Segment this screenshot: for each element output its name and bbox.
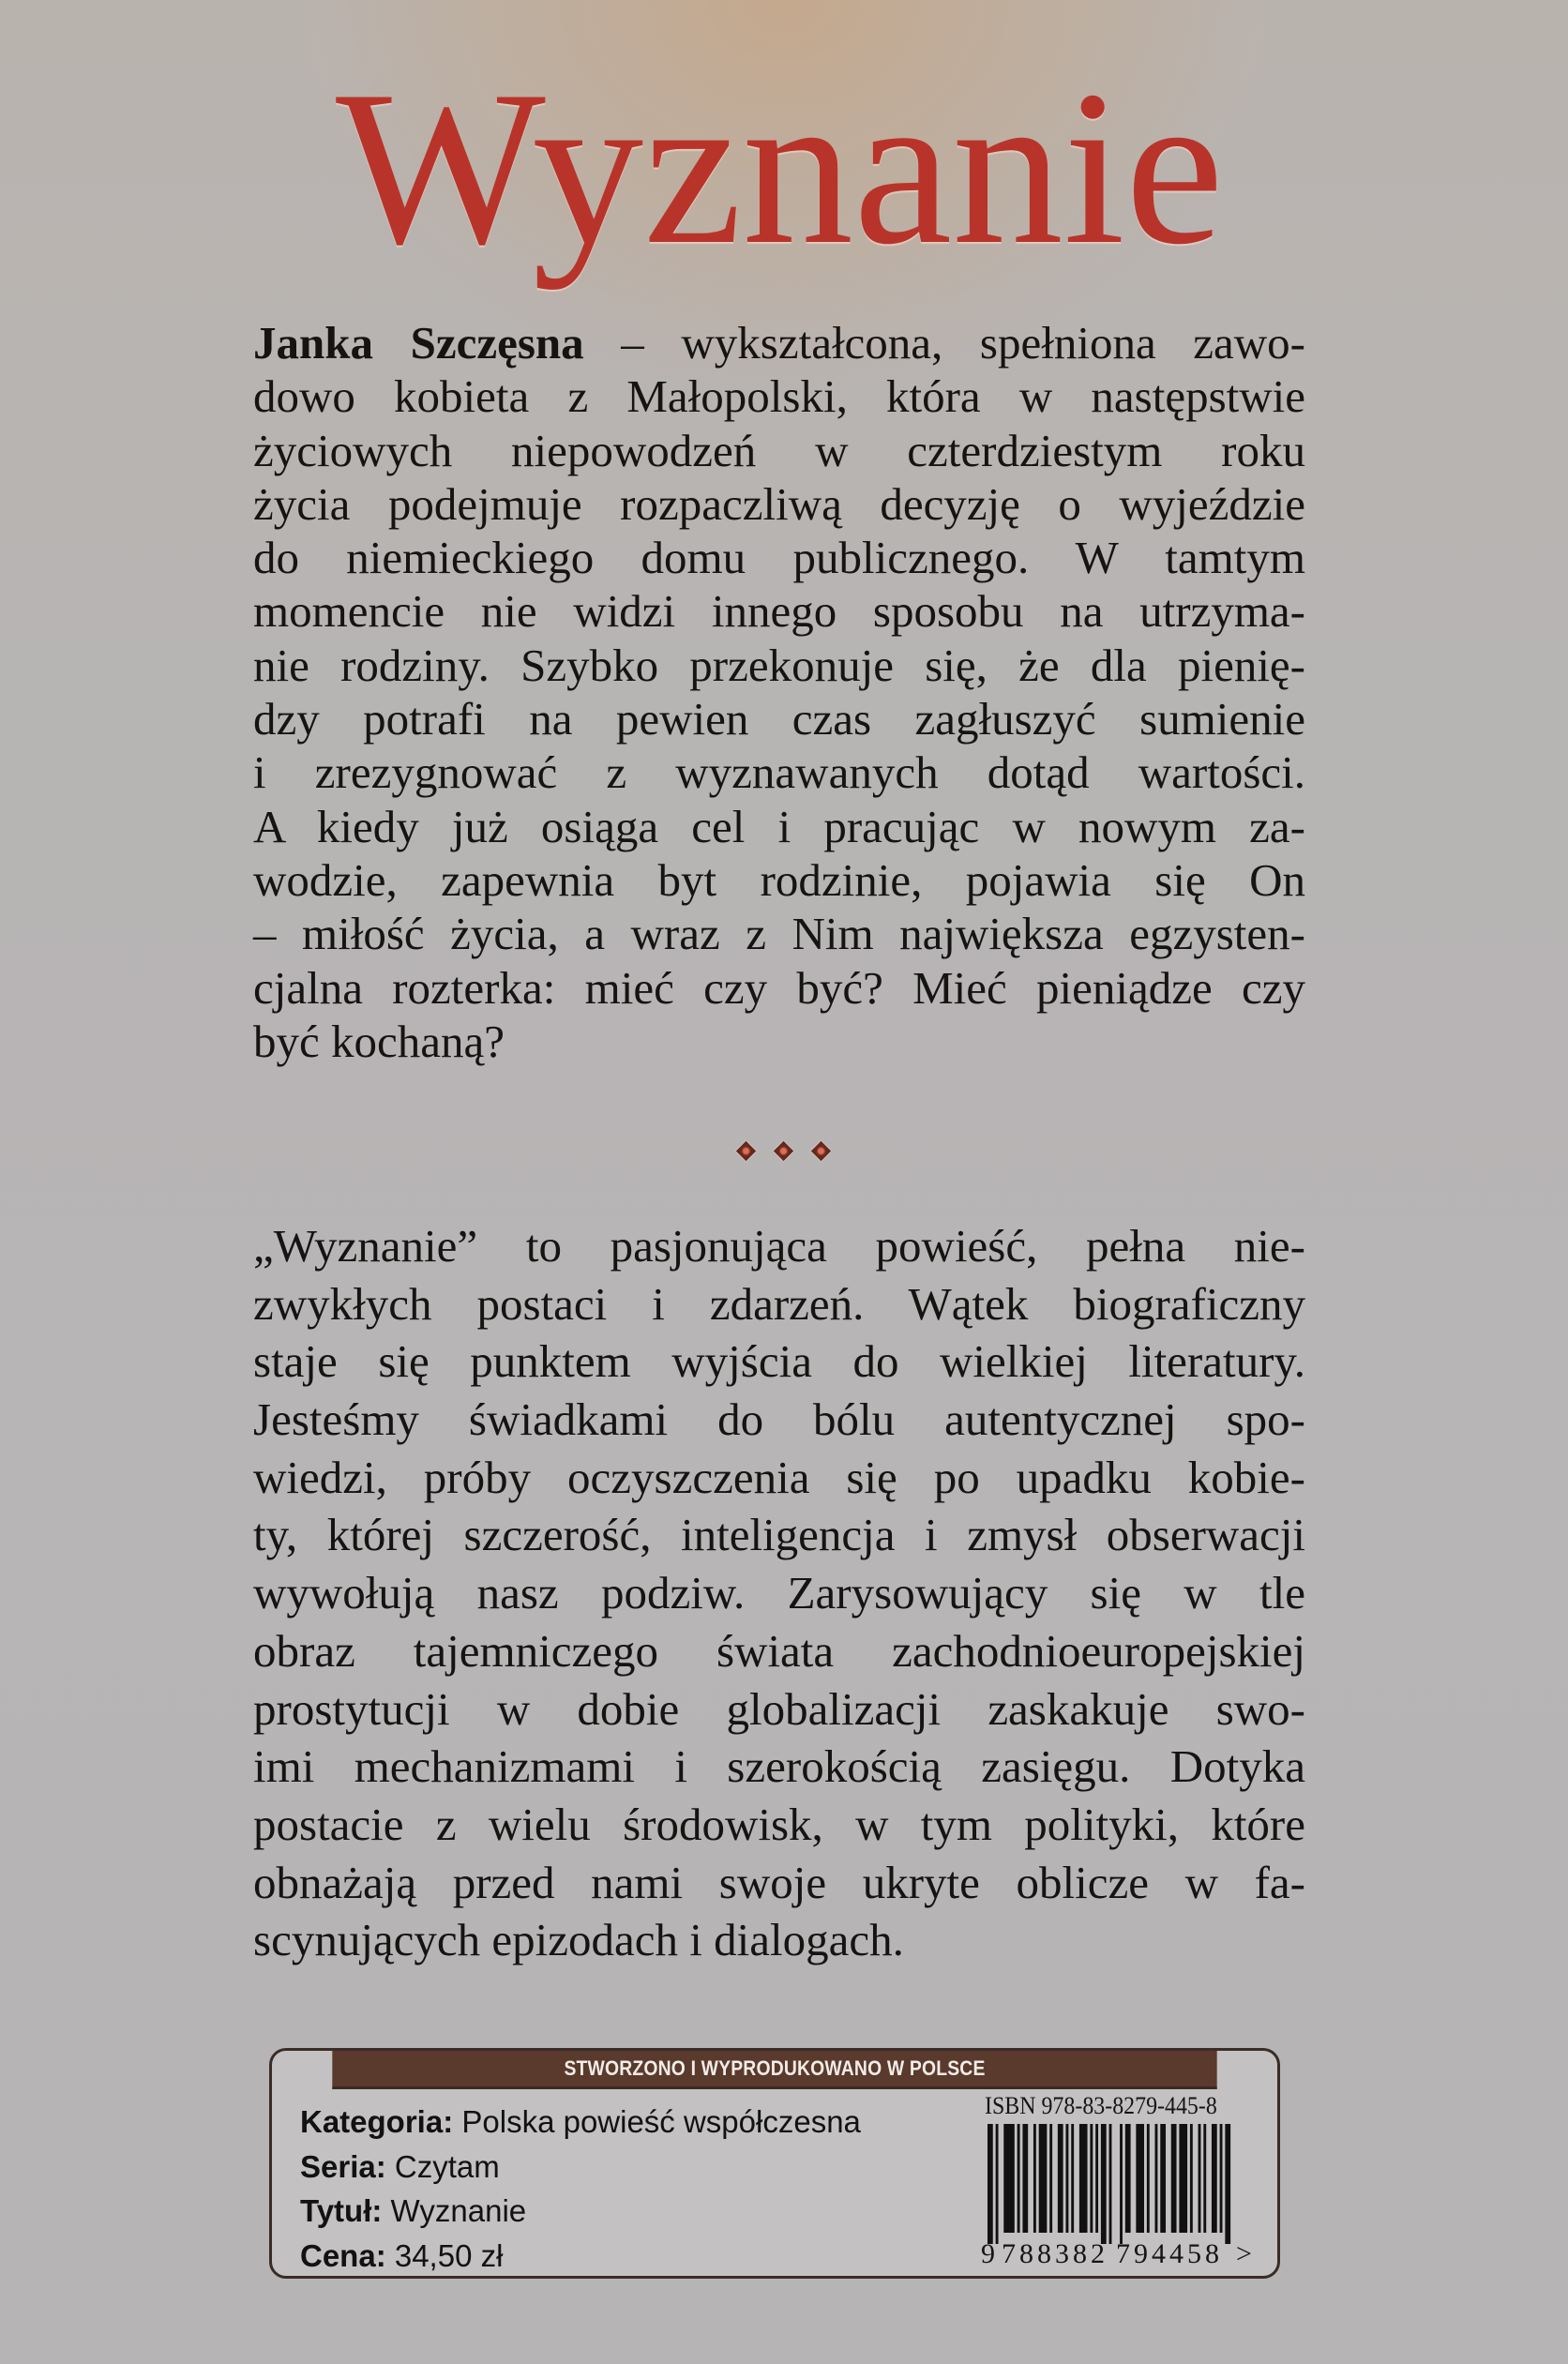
barcode-bar [1109, 2124, 1112, 2244]
blurb-paragraph-2 [253, 1217, 1305, 1969]
blurb-line: A kiedy już osiąga cel i pracując w nowym za- [253, 800, 1305, 852]
barcode-bar [1190, 2124, 1193, 2233]
book-info-box [269, 2048, 1280, 2279]
info-label: Seria: [300, 2148, 386, 2184]
barcode-bar [1022, 2124, 1028, 2233]
blurb-line: i zrezygnować z wyznawanych dotąd wartości. [253, 746, 1305, 799]
barcode-bar [1203, 2124, 1206, 2233]
barcode-bar [1220, 2124, 1223, 2233]
barcode-bar [1079, 2124, 1088, 2233]
barcode-quiet-zone-mark: > [1236, 2238, 1252, 2269]
barcode-bar [1199, 2124, 1201, 2233]
diamond-icon [736, 1141, 756, 1161]
info-label: Tytuł: [300, 2193, 383, 2228]
barcode-bar [1179, 2124, 1187, 2233]
blurb-line: – miłość życia, a wraz z Nim największa egzysten- [253, 908, 1305, 960]
blurb-line: ty, której szczerość, inteligencja i zmysł obserwacji [253, 1509, 1305, 1561]
blurb-line [253, 316, 1305, 369]
blurb-line: życiowych niepowodzeń w czterdziestym roku [253, 424, 1305, 476]
blurb-line: Jesteśmy świadkami do bólu autentycznej spo- [253, 1393, 1305, 1446]
barcode-bar [1120, 2124, 1123, 2244]
blurb-line: cjalna rozterka: mieć czy być? Mieć pieniądze czy [253, 961, 1305, 1014]
info-value: Czytam [385, 2148, 500, 2184]
barcode-lead-digit: 9 [981, 2238, 995, 2269]
blurb-line: prostytucji w dobie globalizacji zaskakuje swo- [253, 1682, 1305, 1735]
barcode-bar [1155, 2124, 1158, 2233]
barcode-bar [996, 2124, 999, 2244]
blurb-line: dzy potrafi na pewien czas zagłuszyć sumienie [253, 693, 1305, 745]
blurb-line: obraz tajemniczego świata zachodnioeuropejskiej [253, 1624, 1305, 1677]
barcode-bar [1125, 2124, 1131, 2233]
blurb-paragraph-1 [253, 316, 1305, 1068]
barcode-bar [1003, 2124, 1015, 2233]
barcode-bar [1065, 2124, 1068, 2233]
blurb-line: postacie z wielu środowisk, w tym polityki, które [253, 1798, 1305, 1850]
barcode-bar [1225, 2124, 1230, 2244]
info-label: Kategoria: [300, 2104, 454, 2139]
book-title: Wyznanie [336, 46, 1224, 291]
blurb-line: momencie nie widzi innego sposobu na utrzyma- [253, 585, 1305, 638]
diamond-icon [811, 1141, 831, 1161]
info-value: 34,50 zł [385, 2237, 504, 2273]
blurb-line: dowo kobieta z Małopolski, która w następstwie [253, 370, 1305, 423]
info-label: Cena: [300, 2237, 386, 2273]
isbn-text: ISBN 978-83-8279-445-8 [985, 2092, 1217, 2119]
info-row-price [300, 2234, 861, 2279]
made-in-poland-header: STWORZONO I WYPRODUKOWANO W POLSCE [332, 2051, 1216, 2089]
blurb-line: wiedzi, próby oczyszczenia się po upadku kobie- [253, 1451, 1305, 1503]
barcode-bar [1033, 2124, 1036, 2233]
barcode-bar [1101, 2124, 1107, 2244]
info-row-series [300, 2145, 861, 2190]
barcode-bar [1212, 2124, 1217, 2233]
blurb-line: zwykłych postaci i zdarzeń. Wątek biograficzny [253, 1277, 1305, 1330]
barcode-bar [988, 2124, 993, 2244]
info-rows [300, 2100, 861, 2278]
barcode-bar [1171, 2124, 1177, 2233]
blurb-line: do niemieckiego domu publicznego. W tamtym [253, 532, 1305, 584]
diamond-icon [774, 1141, 793, 1161]
barcode-bar [1147, 2124, 1150, 2233]
barcode-bar [1071, 2124, 1074, 2233]
three-diamonds-ornament-icon [734, 1142, 837, 1165]
barcode-icon [988, 2124, 1233, 2244]
blurb-line: życia podejmuje rozpaczliwą decyzję o wyjeździe [253, 477, 1305, 530]
blurb-line-text: – wykształcona, spełniona zawo- [583, 317, 1305, 369]
barcode-bar [1090, 2124, 1093, 2233]
blurb-line: nie rodziny. Szybko przekonuje się, że dla pienię- [253, 639, 1305, 691]
info-row-category [300, 2100, 861, 2145]
author-name: Janka Szczęsna [253, 317, 584, 369]
barcode-bar [1058, 2124, 1063, 2233]
barcode-bar [1039, 2124, 1048, 2233]
barcode-right-digits: 794458 [1116, 2238, 1223, 2269]
barcode-bar [1160, 2124, 1166, 2233]
blurb-line: obnażają przed nami swoje ukryte oblicze w fa- [253, 1856, 1305, 1908]
blurb-line: scynujących epizodach i dialogach. [253, 1914, 904, 1966]
barcode-bar [1095, 2124, 1098, 2233]
blurb-line: imi mechanizmami i szerokością zasięgu. Dotyka [253, 1740, 1305, 1793]
barcode-bar [1018, 2124, 1020, 2233]
barcode-bar [1049, 2124, 1052, 2233]
blurb-line: „Wyznanie” to pasjonująca powieść, pełna nie- [253, 1220, 1305, 1272]
blurb-line: wodzie, zapewnia byt rodzinie, pojawia się On [253, 853, 1305, 906]
barcode-left-digits: 788382 [1002, 2238, 1108, 2269]
barcode-bar [1136, 2124, 1144, 2233]
info-row-title [300, 2189, 861, 2234]
blurb-line: staje się punktem wyjścia do wielkiej literatury. [253, 1335, 1305, 1388]
info-value: Polska powieść współczesna [453, 2104, 861, 2139]
blurb-line: być kochaną? [253, 1015, 505, 1067]
blurb-line: wywołują nasz podziw. Zarysowujący się w tle [253, 1567, 1305, 1619]
info-value: Wyznanie [382, 2193, 527, 2228]
